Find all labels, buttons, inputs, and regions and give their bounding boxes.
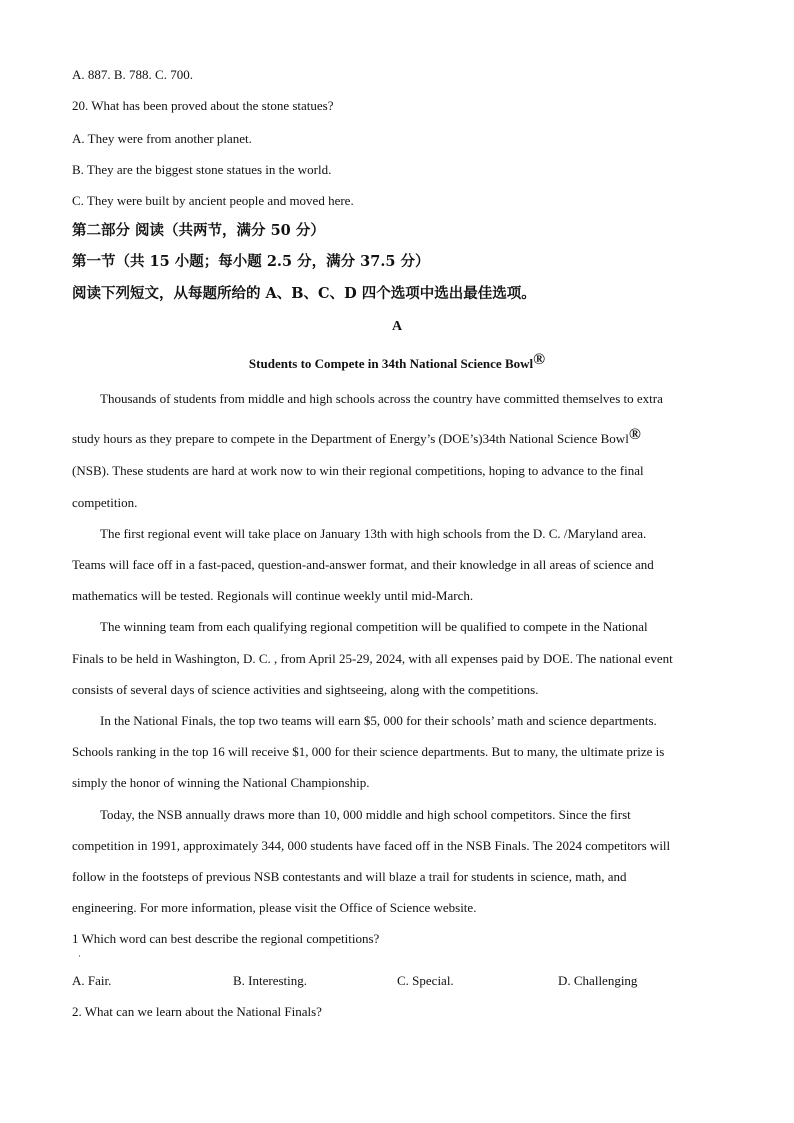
registered-mark: ® [628,426,641,443]
question-20-option-b: B. They are the biggest stone statues in the world. [72,162,332,177]
paragraph-3-line-1: The winning team from each qualifying regional competition will be qualified to compete in the National [100,619,648,634]
paragraph-4-line-3: simply the honor of winning the National Championship. [72,775,370,790]
paragraph-1-line-4: competition. [72,495,138,510]
paragraph-2-line-2: Teams will face off in a fast-paced, question-and-answer format, and their knowledge in all areas of science and [72,557,654,572]
paragraph-1-line-2 [72,427,641,447]
prev-question-options: A. 887. B. 788. C. 700. [72,67,193,82]
question-20-option-a: A. They were from another planet. [72,131,252,146]
paragraph-2-line-3: mathematics will be tested. Regionals will continue weekly until mid-March. [72,588,474,603]
question-1-option-b: B. Interesting. [233,973,308,988]
paragraph-3-line-2: Finals to be held in Washington, D. C. , from April 25-29, 2024, with all expenses paid by DOE. The national event [72,651,673,666]
passage-title-text: Students to Compete in 34th National Science Bowl [248,356,534,371]
paragraph-5-line-2: competition in 1991, approximately 344, 000 students have faced off in the NSB Finals. The 2024 competitors will [72,838,671,853]
paragraph-4-line-1: In the National Finals, the top two teams will earn $5, 000 for their schools’ math and science departments. [100,713,657,728]
part-heading: 第二部分 阅读（共两节，满分 50 分） [72,222,325,239]
paragraph-3-line-3: consists of several days of science activities and sightseeing, along with the competitions. [72,682,539,697]
paragraph-5-line-4: engineering. For more information, please visit the Office of Science website. [72,900,477,915]
passage-title [0,352,794,372]
paragraph-1-line-1: Thousands of students from middle and high schools across the country have committed themselves to extra [100,391,663,406]
question-20-stem: 20. What has been proved about the stone statues? [72,98,334,113]
question-1-stem: 1 Which word can best describe the regional competitions? [72,931,380,946]
paragraph-5-line-3: follow in the footsteps of previous NSB contestants and will blaze a trail for students in science, math, and [72,869,627,884]
instruction: 阅读下列短文，从每题所给的 A、B、C、D 四个选项中选出最佳选项。 [72,285,536,302]
paragraph-1-line-3: (NSB). These students are hard at work now to win their regional competitions, hoping to advance to the final [72,463,644,478]
question-1-option-a: A. Fair. [72,973,112,988]
question-2-stem: 2. What can we learn about the National Finals? [72,1004,322,1019]
question-20-option-c: C. They were built by ancient people and moved here. [72,193,354,208]
question-1-option-c: C. Special. [397,973,454,988]
question-1-option-d: D. Challenging [558,973,638,988]
paragraph-5-line-1: Today, the NSB annually draws more than 10, 000 middle and high school competitors. Since the first [100,807,631,822]
paragraph-2-line-1: The first regional event will take place on January 13th with high schools from the D. C. /Maryland area. [100,526,647,541]
question-1-mark: · [78,951,81,961]
paragraph-1-line-2-text: study hours as they prepare to compete in the Department of Energy’s (DOE’s)34th National Science Bowl [72,431,629,446]
section-heading: 第一节（共 15 小题；每小题 2.5 分，满分 37.5 分） [72,253,430,270]
paragraph-4-line-2: Schools ranking in the top 16 will receive $1, 000 for their science departments. But to many, the ultimate prize is [72,744,665,759]
passage-letter: A [391,319,403,334]
registered-mark: ® [533,351,546,368]
